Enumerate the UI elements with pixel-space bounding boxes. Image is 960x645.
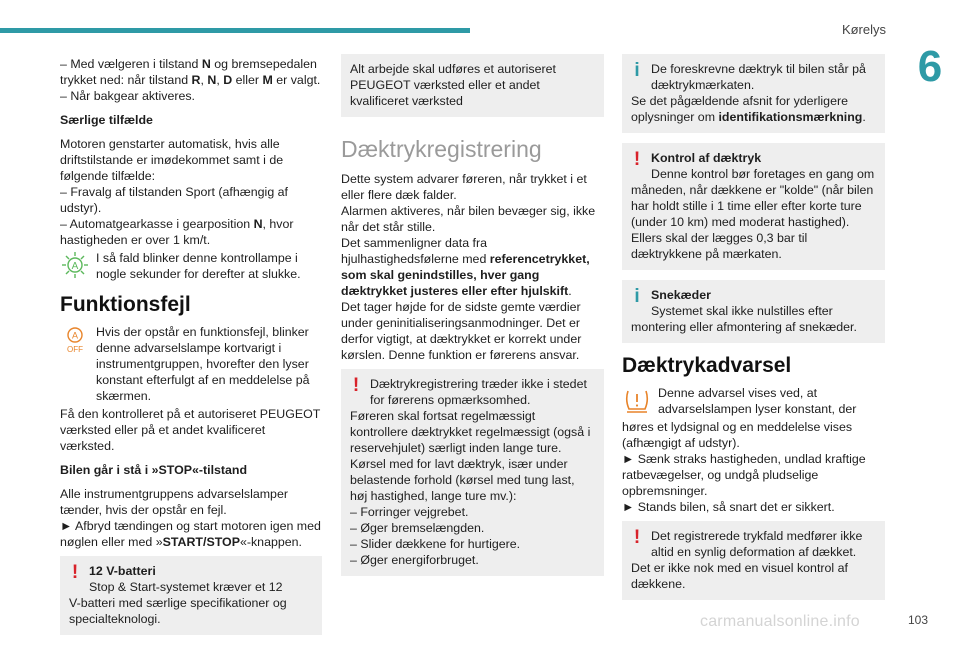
svg-text:A: A [71, 261, 79, 272]
lamp-note-tyre: Denne advarsel vises ved, at advarselslampen lyser konstant, der [622, 385, 885, 417]
info-icon: i [634, 60, 640, 81]
pressure-check-warning-box: ! Kontrol af dæktryk Denne kontrol bør foretages en gang om måneden, når dækkene er "kolde" (når bilen har holdt stille i 1 time eller efter korte ture (under 10 km) med moderat hastighed). Ellers skal der lægges 0,3 bar til dæktrykkene på mærkaten. [622, 143, 885, 270]
column-3 [622, 56, 885, 610]
list-item: – Forringer vejgrebet. [350, 505, 469, 519]
tyre-pressure-warning-box: ! Dæktrykregistrering træder ikke i stedet for førerens opmærksomhed. Føreren skal fortsat regelmæssigt kontrollere dæktrykket regelmæssigt (også i reservehjulet) særligt inden lange ture. Kørsel med for lavt dæktryk, især under belastende forhold (kørsel med tung last, høj hastighed, lange ture mv.): – Forringer vejgrebet. – Øger bremselængden. – Slider dækkene for hurtigere. – Øger energiforbruget. [341, 369, 604, 576]
tyre-alarm-heading: Dæktrykadvarsel [622, 354, 792, 377]
stop-start-off-icon [60, 324, 90, 354]
list-item: – Øger bremselængden. [350, 521, 485, 535]
warning-exclamation-icon: ! [633, 149, 641, 170]
tyre-pressure-heading: Dæktrykregistrering [341, 136, 542, 162]
list-item: – Slider dækkene for hurtigere. [350, 537, 521, 551]
special-cases-text: Motoren genstarter automatisk, hvis alle driftstilstande er imødekommet samt i de følgende tilfælde: – Fravalg af tilstanden Sport (afhængig af udstyr). – Automatgearkasse i gearposition N, hvor hastigheden er over 1 km/t. [60, 137, 294, 247]
deformation-warning-box: ! Det registrerede trykfald medfører ikke altid en synlig deformation af dækket. Det er ikke nok med en visuel kontrol af dækkene. [622, 521, 885, 600]
special-cases-heading: Særlige tilfælde [60, 113, 153, 127]
list-item: – Øger energiforbruget. [350, 553, 479, 567]
fault-heading: Funktionsfejl [60, 293, 191, 316]
warning-exclamation-icon: ! [633, 527, 641, 548]
header-accent-bar [0, 28, 470, 33]
risk-list [350, 504, 595, 568]
tyre-pressure-intro: Dette system advarer føreren, når trykket i et eller flere dæk falder. Alarmen aktiveres, når bilen bevæger sig, ikke når det står stille. Det sammenligner data fra hjulhastighedsfølerne med referencetrykket, som skal genindstilles, hver gang dæktrykket justeres eller efter hjulskift. Det tager højde for de sidste gemte værdier under geninitialiseringsanmodninger. Det er derfor vigtigt, at dæktrykket er korrekt under kørslen. Denne funktion er førerens ansvar. [341, 172, 596, 362]
snow-chains-info-box: i Snekæder Systemet skal ikke nulstilles efter montering eller afmontering af snekæder. [622, 280, 885, 343]
watermark: carmanualsonline.info [700, 613, 860, 630]
workshop-note-box: Alt arbejde skal udføres et autoriseret PEUGEOT værksted eller et andet kvalificeret værksted [341, 54, 604, 117]
battery-warning-box: ! 12 V-batteri Stop & Start-systemet kræver et 12 V-batteri med særlige specifikationer og specialteknologi. [60, 556, 322, 635]
info-icon: i [634, 286, 640, 307]
column-1 [60, 56, 322, 645]
warning-exclamation-icon: ! [71, 562, 79, 583]
column-2 [341, 56, 604, 586]
svg-text:A: A [71, 330, 79, 341]
lamp-note-blink: A I så fald blinker denne kontrollampe i nogle sekunder for derefter at slukke. [60, 250, 322, 282]
svg-text:OFF: OFF [67, 345, 83, 354]
paragraph-gear-conditions: – Med vælgeren i tilstand N og bremsepedalen trykket ned: når tilstand R, N, D eller M er valgt. – Når bakgear aktiveres. [60, 57, 321, 103]
stop-mode-text: Alle instrumentgruppens advarselslamper tænder, hvis der opstår en fejl. ► Afbryd tændingen og start motoren igen med nøglen eller med »START/STOP«-knappen. [60, 487, 321, 549]
page-section-title: Kørelys [841, 22, 886, 37]
chapter-number: 6 [917, 42, 943, 91]
stop-mode-heading: Bilen går i stå i »STOP«-tilstand [60, 463, 248, 477]
label-info-box: i De foreskrevne dæktryk til bilen står på dæktrykmærkaten. Se det pågældende afsnit for yderligere oplysninger om identifikationsmærkning. [622, 54, 885, 133]
warning-exclamation-icon: ! [352, 375, 360, 396]
fault-text-2: Få den kontrolleret på et autoriseret PEUGEOT værksted eller på et andet kvalificeret værksted. [60, 407, 321, 453]
stop-start-indicator-icon [60, 250, 90, 280]
tyre-alarm-text: høres et lydsignal og en meddelelse vises (afhængigt af udstyr). ► Sænk straks hastigheden, undlad kraftige ratbevægelser, og undgå pludselige opbremsninger. ► Stands bilen, så snart det er sikkert. [622, 420, 866, 514]
page-number: 103 [907, 613, 928, 627]
lamp-note-fault: A OFF Hvis der opstår en funktionsfejl, blinker denne advarselslampe kortvarigt i instrumentgruppen, hvorefter den lyser konstant efterfulgt af en meddelelse på skærmen. [60, 324, 322, 404]
tyre-pressure-warning-icon [622, 385, 652, 415]
